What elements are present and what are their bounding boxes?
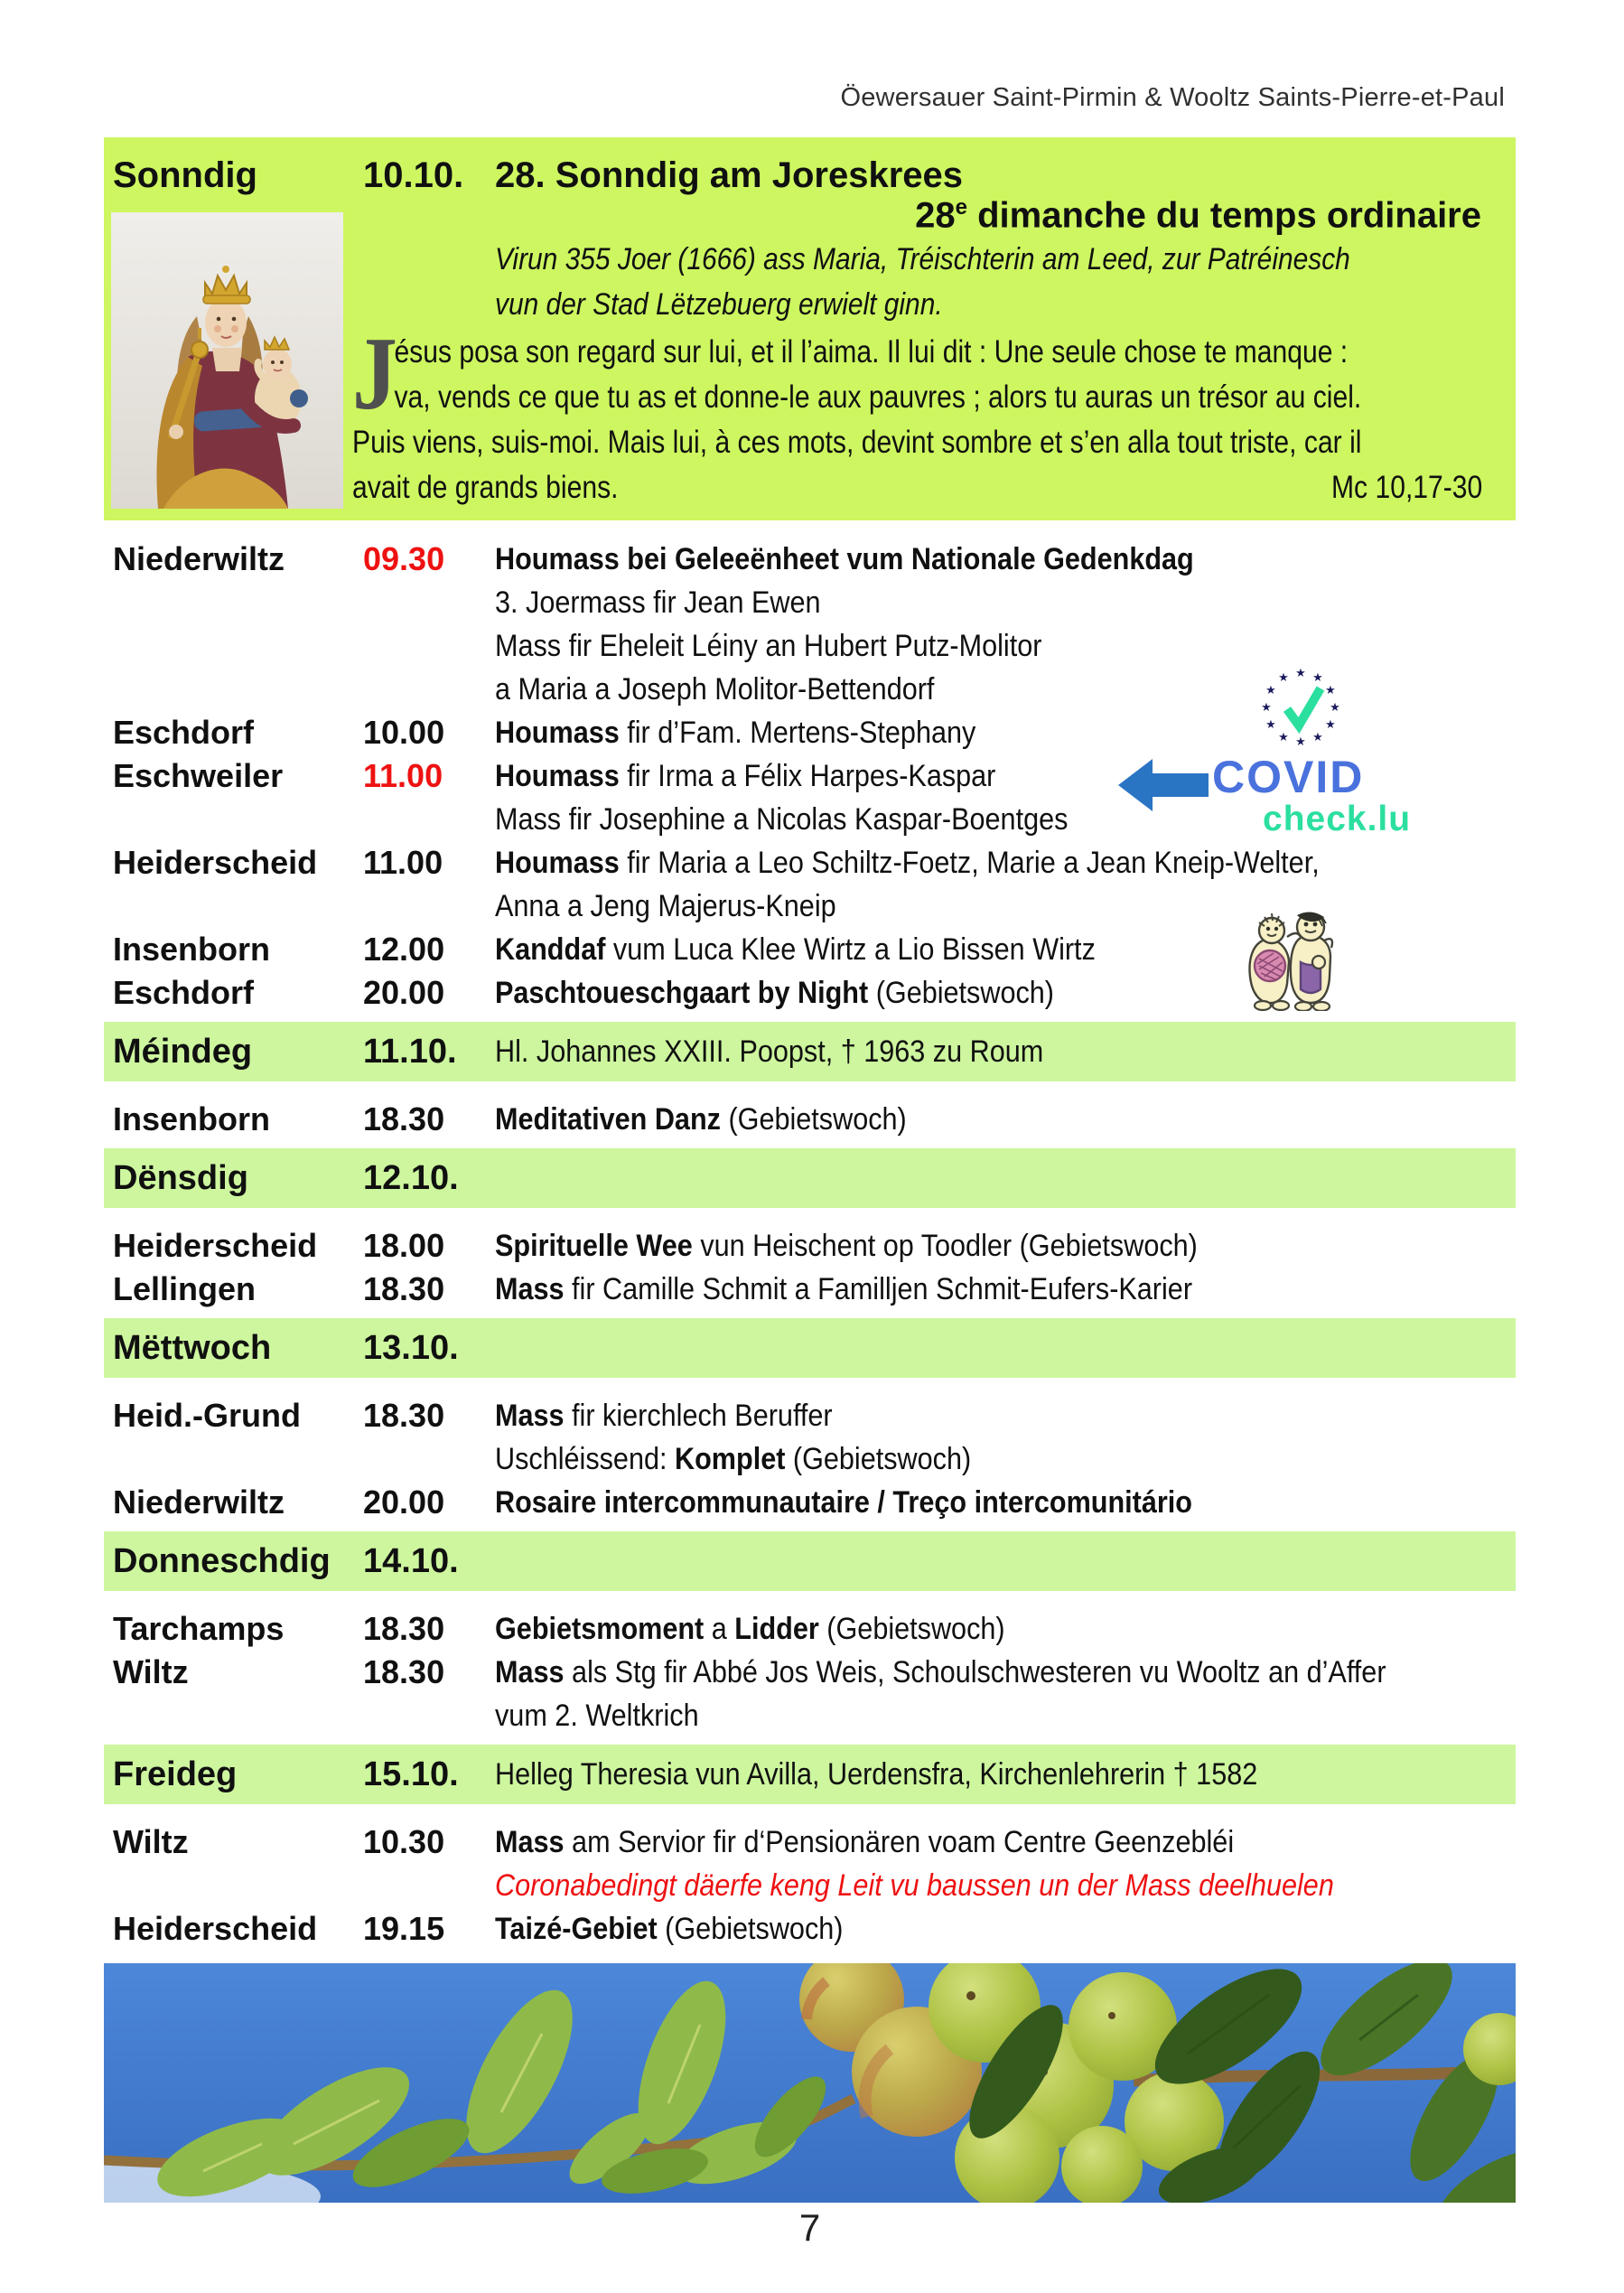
row-desc-bold: Gebietsmoment: [495, 1612, 705, 1646]
row-location: Niederwiltz: [113, 540, 285, 577]
svg-text:★: ★: [1312, 671, 1323, 685]
row-desc-bold: Houmass: [495, 716, 620, 750]
row-time: 19.15: [363, 1910, 445, 1947]
row-time: [363, 624, 495, 668]
row-description: [495, 1268, 1422, 1311]
row-description: [495, 538, 1422, 581]
eu-stars-check-icon: [1251, 664, 1350, 763]
row-time: 18.30: [363, 1270, 445, 1307]
row-description: Anna a Jeng Majerus-Kneip: [495, 889, 836, 923]
row-desc-text: vun Heischent op Toodler (Gebietswoch): [692, 1229, 1198, 1263]
svg-text:★: ★: [1265, 718, 1276, 732]
row-time: 20.00: [363, 974, 445, 1011]
row-desc-text: fir d’Fam. Mertens-Stephany: [619, 716, 976, 750]
day-band-thursday: [104, 1531, 1516, 1591]
sunday-intro: [495, 237, 1552, 327]
schedule-row: [104, 1394, 1516, 1437]
row-time: 18.30: [363, 1397, 445, 1434]
sunday-title-fr-sup: e: [955, 195, 967, 220]
row-desc-bold: Spirituelle Wee: [495, 1229, 693, 1263]
gospel-line: Puis viens, suis-moi. Mais lui, à ces mots, devint sombre et s’en alla tout triste, car il: [352, 425, 1362, 460]
row-time: 11.00: [363, 844, 443, 881]
row-description: [495, 1820, 1422, 1864]
band-day: Freideg: [113, 1755, 238, 1793]
row-time: [363, 1437, 495, 1481]
covid-logo-title: COVID: [1212, 752, 1365, 802]
row-description: Mass fir Josephine a Nicolas Kaspar-Boentges: [495, 802, 1069, 837]
row-time: [363, 884, 495, 928]
row-desc-bold: Houmass bei Geleeënheet vum Nationale Gedenkdag: [495, 542, 1194, 576]
schedule-row: [104, 1098, 1516, 1141]
apple-branch-photo: [104, 1963, 1516, 2203]
row-desc-text: (Gebietswoch): [785, 1442, 972, 1476]
row-location: Eschweiler: [113, 757, 284, 794]
row-desc-text: (Gebietswoch): [818, 1612, 1005, 1646]
band-day: Méindeg: [113, 1032, 253, 1071]
day-band-friday: [104, 1745, 1516, 1804]
row-desc-text: (Gebietswoch): [868, 976, 1054, 1010]
row-location: Eschdorf: [113, 714, 255, 751]
row-desc-text: (Gebietswoch): [720, 1102, 907, 1137]
row-time: [363, 798, 495, 841]
row-description: [495, 1651, 1422, 1694]
row-desc-text: vum Luca Klee Wirtz a Lio Bissen Wirtz: [605, 932, 1096, 967]
row-desc-bold: Houmass: [495, 759, 620, 793]
sunday-date: 10.10.: [363, 155, 464, 195]
row-description: [495, 841, 1422, 884]
sunday-title-fr-text: dimanche du temps ordinaire: [966, 195, 1481, 236]
row-location: Heiderscheid: [113, 1910, 318, 1947]
schedule-row: [104, 1820, 1516, 1864]
row-desc-text: a: [704, 1612, 735, 1646]
schedule-row: [104, 538, 1516, 581]
row-desc-bold: Rosaire intercommunautaire / Treço intercomunitário: [495, 1485, 1193, 1520]
day-band-tuesday: [104, 1148, 1516, 1208]
row-desc-bold: Komplet: [674, 1442, 786, 1476]
row-desc-text: Uschléissend:: [495, 1442, 675, 1476]
sunday-title-fr: [915, 195, 1481, 236]
sunday-intro-line2: vun der Stad Lëtzebuerg erwielt ginn.: [495, 287, 943, 322]
covid-restriction-note: Coronabedingt däerfe keng Leit vu baussen un der Mass deelhuelen: [495, 1868, 1334, 1903]
svg-text:★: ★: [1325, 718, 1336, 732]
schedule-row: [104, 1437, 1516, 1481]
covidcheck-logo: [1111, 664, 1513, 840]
row-time: [363, 1694, 495, 1737]
row-location: [104, 1694, 363, 1737]
row-time: [363, 581, 495, 624]
sunday-day-label: Sonndig: [113, 155, 257, 195]
gospel-text: [352, 316, 1483, 510]
row-time: 18.30: [363, 1653, 445, 1690]
schedule-row: [104, 1907, 1516, 1951]
row-location: [104, 624, 363, 668]
gospel-line: avait de grands biens.: [352, 470, 619, 505]
band-date: 13.10.: [363, 1328, 459, 1367]
row-desc-text: fir Irma a Félix Harpes-Kaspar: [619, 759, 996, 793]
row-desc-text: fir kierchlech Beruffer: [564, 1399, 833, 1433]
row-desc-text: als Stg fir Abbé Jos Weis, Schoulschwesteren vu Wooltz an d’Affer: [564, 1655, 1386, 1689]
row-location: [104, 1437, 363, 1481]
row-desc-bold: Paschtoueschgaart by Night: [495, 976, 869, 1010]
children-cartoon-image: [1237, 910, 1357, 1011]
row-desc-bold: Taizé-Gebiet: [495, 1912, 658, 1946]
row-time: 10.00: [363, 714, 445, 751]
row-location: Eschdorf: [113, 974, 255, 1011]
schedule-row: [104, 1481, 1516, 1524]
row-desc-text: fir Camille Schmit a Familljen Schmit-Eufers-Karier: [564, 1272, 1193, 1306]
band-date: 11.10.: [363, 1032, 457, 1071]
row-description: Mass fir Eheleit Léiny an Hubert Putz-Molitor: [495, 629, 1042, 663]
row-desc-bold: Meditativen Danz: [495, 1102, 721, 1137]
row-location: Heiderscheid: [113, 1227, 318, 1264]
band-day: Mëttwoch: [113, 1328, 272, 1367]
row-time: 18.30: [363, 1100, 445, 1137]
row-description: [495, 1907, 1422, 1951]
row-location: Tarchamps: [113, 1610, 285, 1647]
svg-text:★: ★: [1278, 671, 1289, 685]
band-day: Donneschdig: [113, 1541, 331, 1580]
sunday-intro-line1: Virun 355 Joer (1666) ass Maria, Tréischterin am Leed, zur Patréinesch: [495, 242, 1350, 276]
schedule-row: [104, 1651, 1516, 1694]
svg-text:★: ★: [1325, 684, 1336, 697]
row-description: 3. Joermass fir Jean Ewen: [495, 585, 821, 620]
row-desc-text: (Gebietswoch): [657, 1912, 844, 1946]
row-desc-bold: Mass: [495, 1825, 565, 1859]
madonna-statue-image: [111, 212, 343, 509]
day-band-monday: [104, 1022, 1516, 1081]
gospel-line: ésus posa son regard sur lui, et il l’aima. Il lui dit : Une seule chose te manque :: [394, 334, 1349, 370]
row-time: 18.30: [363, 1610, 445, 1647]
row-desc-bold: Mass: [495, 1399, 565, 1433]
row-description: [495, 1437, 1422, 1481]
gospel-line: va, vends ce que tu as et donne-le aux pauvres ; alors tu auras un trésor au ciel.: [394, 379, 1362, 415]
svg-text:★: ★: [1261, 701, 1272, 715]
band-date: 14.10.: [363, 1541, 459, 1580]
schedule-row: [104, 624, 1516, 668]
row-time: 12.00: [363, 931, 445, 968]
row-description: a Maria a Joseph Molitor-Bettendorf: [495, 672, 935, 707]
row-desc-bold: Mass: [495, 1272, 565, 1306]
row-desc-text: fir Maria a Leo Schiltz-Foetz, Marie a Jean Kneip-Welter,: [619, 846, 1320, 880]
band-day: Dënsdig: [113, 1158, 248, 1197]
gospel-dropcap: J: [352, 316, 397, 432]
row-location: Niederwiltz: [113, 1483, 285, 1521]
left-arrow-icon: [1118, 757, 1209, 813]
gospel-reference: Mc 10,17-30: [1330, 470, 1483, 505]
svg-text:★: ★: [1312, 731, 1323, 744]
sunday-title-fr-number: 28: [915, 195, 956, 236]
row-location: [104, 884, 363, 928]
row-location: [104, 668, 363, 711]
svg-text:★: ★: [1295, 735, 1306, 749]
row-time: 10.30: [363, 1823, 445, 1860]
schedule-row: [104, 1224, 1516, 1268]
row-description: [495, 1481, 1422, 1524]
row-description: vum 2. Weltkrich: [495, 1699, 699, 1733]
band-date: 12.10.: [363, 1158, 459, 1197]
band-note: Helleg Theresia vun Avilla, Uerdensfra, Kirchenlehrerin † 1582: [495, 1756, 1258, 1792]
row-time: 11.00: [363, 757, 443, 794]
svg-text:★: ★: [1295, 667, 1306, 680]
schedule-row: [104, 1607, 1516, 1651]
covid-logo-domain: check.lu: [1263, 800, 1412, 838]
row-location: Insenborn: [113, 1100, 271, 1137]
row-location: Wiltz: [113, 1823, 189, 1860]
schedule-row: [104, 1694, 1516, 1737]
schedule-row: [104, 841, 1516, 884]
svg-text:★: ★: [1278, 731, 1289, 744]
row-description: [495, 1394, 1422, 1437]
band-date: 15.10.: [363, 1755, 459, 1793]
sunday-section: [104, 137, 1516, 520]
page-number: 7: [798, 2206, 821, 2249]
row-description: [495, 1607, 1422, 1651]
row-time: 20.00: [363, 1483, 445, 1521]
schedule: [104, 538, 1516, 2250]
page-header: Öewersauer Saint-Pirmin & Wooltz Saints-Pierre-et-Paul: [840, 83, 1505, 112]
gospel-last-line: [352, 465, 1482, 510]
row-location: [104, 798, 363, 841]
row-location: Heiderscheid: [113, 844, 318, 881]
schedule-row: [104, 581, 1516, 624]
day-band-wednesday: [104, 1318, 1516, 1378]
row-location: [104, 581, 363, 624]
row-location: Heid.-Grund: [113, 1397, 301, 1434]
row-location: Insenborn: [113, 931, 271, 968]
row-desc-text: am Servior fir d‘Pensionären voam Centre Geenzebléi: [564, 1825, 1235, 1859]
band-note: Hl. Johannes XXIII. Poopst, † 1963 zu Roum: [495, 1034, 1044, 1069]
row-time: 09.30: [363, 540, 445, 577]
row-time: 18.00: [363, 1227, 445, 1264]
schedule-row: [104, 1864, 1516, 1907]
sunday-title-lb: 28. Sonndig am Joreskrees: [495, 155, 964, 195]
row-time: [363, 1864, 495, 1907]
svg-text:★: ★: [1265, 684, 1276, 697]
row-desc-bold: Houmass: [495, 846, 620, 880]
row-description: [495, 1224, 1422, 1268]
svg-text:★: ★: [1330, 701, 1340, 715]
schedule-row: [104, 1268, 1516, 1311]
row-description: [495, 1098, 1422, 1141]
row-desc-bold: Lidder: [734, 1612, 819, 1646]
row-desc-bold: Kanddaf: [495, 932, 606, 967]
row-time: [363, 668, 495, 711]
row-location: Lellingen: [113, 1270, 257, 1307]
row-location: [104, 1864, 363, 1907]
row-location: Wiltz: [113, 1653, 189, 1690]
row-desc-bold: Mass: [495, 1655, 565, 1689]
